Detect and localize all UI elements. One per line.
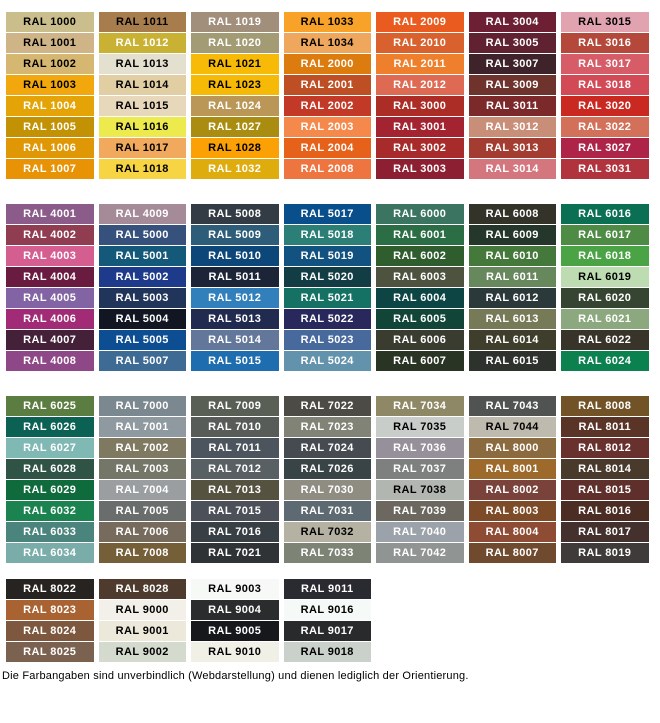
ral-swatch-ral-1019[interactable]: RAL 1019 xyxy=(191,12,279,32)
ral-swatch-ral-5017[interactable]: RAL 5017 xyxy=(284,204,372,224)
ral-swatch-ral-5001[interactable]: RAL 5001 xyxy=(99,246,187,266)
ral-swatch-ral-5009[interactable]: RAL 5009 xyxy=(191,225,279,245)
ral-swatch-ral-6013[interactable]: RAL 6013 xyxy=(469,309,557,329)
ral-swatch-ral-7003[interactable]: RAL 7003 xyxy=(99,459,187,479)
ral-swatch-ral-3001[interactable]: RAL 3001 xyxy=(376,117,464,137)
ral-swatch-ral-3015[interactable]: RAL 3015 xyxy=(561,12,649,32)
ral-swatch-ral-8022[interactable]: RAL 8022 xyxy=(6,579,94,599)
ral-swatch-ral-4001[interactable]: RAL 4001 xyxy=(6,204,94,224)
ral-swatch-ral-5000[interactable]: RAL 5000 xyxy=(99,225,187,245)
ral-swatch-ral-6011[interactable]: RAL 6011 xyxy=(469,267,557,287)
ral-block-violet-blue-green xyxy=(6,204,660,371)
ral-swatch-ral-6007[interactable]: RAL 6007 xyxy=(376,351,464,371)
ral-swatch-ral-6020[interactable]: RAL 6020 xyxy=(561,288,649,308)
ral-swatch-ral-6029[interactable]: RAL 6029 xyxy=(6,480,94,500)
ral-swatch-ral-6015[interactable]: RAL 6015 xyxy=(469,351,557,371)
ral-swatch-ral-9004[interactable]: RAL 9004 xyxy=(191,600,279,620)
ral-swatch-ral-5021[interactable]: RAL 5021 xyxy=(284,288,372,308)
ral-swatch-ral-5022[interactable]: RAL 5022 xyxy=(284,309,372,329)
ral-swatch-ral-3011[interactable]: RAL 3011 xyxy=(469,96,557,116)
ral-swatch-ral-7005[interactable]: RAL 7005 xyxy=(99,501,187,521)
ral-swatch-ral-3027[interactable]: RAL 3027 xyxy=(561,138,649,158)
ral-swatch-ral-1013[interactable]: RAL 1013 xyxy=(99,54,187,74)
ral-swatch-ral-4002[interactable]: RAL 4002 xyxy=(6,225,94,245)
ral-swatch-ral-1032[interactable]: RAL 1032 xyxy=(191,159,279,179)
ral-block-brown-white-black xyxy=(6,579,660,662)
ral-swatch-ral-4004[interactable]: RAL 4004 xyxy=(6,267,94,287)
ral-swatch-ral-8025[interactable]: RAL 8025 xyxy=(6,642,94,662)
ral-swatch-ral-3012[interactable]: RAL 3012 xyxy=(469,117,557,137)
ral-swatch-ral-8017[interactable]: RAL 8017 xyxy=(561,522,649,542)
ral-swatch-ral-1028[interactable]: RAL 1028 xyxy=(191,138,279,158)
ral-swatch-ral-2003[interactable]: RAL 2003 xyxy=(284,117,372,137)
ral-swatch-ral-6019[interactable]: RAL 6019 xyxy=(561,267,649,287)
ral-swatch-ral-2009[interactable]: RAL 2009 xyxy=(376,12,464,32)
ral-swatch-ral-5020[interactable]: RAL 5020 xyxy=(284,267,372,287)
ral-swatch-ral-9018[interactable]: RAL 9018 xyxy=(284,642,372,662)
ral-swatch-ral-5011[interactable]: RAL 5011 xyxy=(191,267,279,287)
ral-swatch-ral-1012[interactable]: RAL 1012 xyxy=(99,33,187,53)
ral-swatch-ral-1007[interactable]: RAL 1007 xyxy=(6,159,94,179)
ral-swatch-ral-1023[interactable]: RAL 1023 xyxy=(191,75,279,95)
ral-swatch-ral-7008[interactable]: RAL 7008 xyxy=(99,543,187,563)
ral-swatch-ral-7039[interactable]: RAL 7039 xyxy=(376,501,464,521)
ral-swatch-ral-7023[interactable]: RAL 7023 xyxy=(284,417,372,437)
ral-swatch-ral-2010[interactable]: RAL 2010 xyxy=(376,33,464,53)
ral-block-yellow-orange-red xyxy=(6,12,660,179)
ral-swatch-ral-9002[interactable]: RAL 9002 xyxy=(99,642,187,662)
ral-swatch-ral-8003[interactable]: RAL 8003 xyxy=(469,501,557,521)
ral-swatch-ral-4005[interactable]: RAL 4005 xyxy=(6,288,94,308)
ral-swatch-ral-6025[interactable]: RAL 6025 xyxy=(6,396,94,416)
ral-swatch-ral-6008[interactable]: RAL 6008 xyxy=(469,204,557,224)
ral-swatch-ral-4009[interactable]: RAL 4009 xyxy=(99,204,187,224)
ral-swatch-ral-7010[interactable]: RAL 7010 xyxy=(191,417,279,437)
ral-swatch-ral-6032[interactable]: RAL 6032 xyxy=(6,501,94,521)
ral-swatch-ral-7002[interactable]: RAL 7002 xyxy=(99,438,187,458)
ral-swatch-ral-5003[interactable]: RAL 5003 xyxy=(99,288,187,308)
ral-swatch-ral-1017[interactable]: RAL 1017 xyxy=(99,138,187,158)
ral-swatch-ral-6006[interactable]: RAL 6006 xyxy=(376,330,464,350)
ral-swatch-ral-1021[interactable]: RAL 1021 xyxy=(191,54,279,74)
ral-swatch-ral-7042[interactable]: RAL 7042 xyxy=(376,543,464,563)
ral-swatch-ral-5018[interactable]: RAL 5018 xyxy=(284,225,372,245)
ral-swatch-ral-9010[interactable]: RAL 9010 xyxy=(191,642,279,662)
ral-swatch-ral-1024[interactable]: RAL 1024 xyxy=(191,96,279,116)
ral-swatch-ral-7033[interactable]: RAL 7033 xyxy=(284,543,372,563)
ral-swatch-ral-8000[interactable]: RAL 8000 xyxy=(469,438,557,458)
ral-swatch-ral-7015[interactable]: RAL 7015 xyxy=(191,501,279,521)
ral-swatch-ral-1018[interactable]: RAL 1018 xyxy=(99,159,187,179)
ral-swatch-ral-3018[interactable]: RAL 3018 xyxy=(561,75,649,95)
ral-swatch-ral-9016[interactable]: RAL 9016 xyxy=(284,600,372,620)
ral-swatch-ral-4007[interactable]: RAL 4007 xyxy=(6,330,94,350)
ral-swatch-ral-8008[interactable]: RAL 8008 xyxy=(561,396,649,416)
ral-swatch-ral-1015[interactable]: RAL 1015 xyxy=(99,96,187,116)
ral-swatch-ral-5004[interactable]: RAL 5004 xyxy=(99,309,187,329)
ral-swatch-ral-9001[interactable]: RAL 9001 xyxy=(99,621,187,641)
ral-swatch-ral-1002[interactable]: RAL 1002 xyxy=(6,54,94,74)
ral-swatch-ral-5024[interactable]: RAL 5024 xyxy=(284,351,372,371)
ral-swatch-ral-7037[interactable]: RAL 7037 xyxy=(376,459,464,479)
ral-swatch-ral-8004[interactable]: RAL 8004 xyxy=(469,522,557,542)
ral-swatch-ral-5010[interactable]: RAL 5010 xyxy=(191,246,279,266)
ral-swatch-ral-6005[interactable]: RAL 6005 xyxy=(376,309,464,329)
ral-swatch-ral-5013[interactable]: RAL 5013 xyxy=(191,309,279,329)
ral-swatch-ral-7040[interactable]: RAL 7040 xyxy=(376,522,464,542)
ral-swatch-ral-6012[interactable]: RAL 6012 xyxy=(469,288,557,308)
ral-swatch-ral-6018[interactable]: RAL 6018 xyxy=(561,246,649,266)
ral-swatch-ral-7016[interactable]: RAL 7016 xyxy=(191,522,279,542)
ral-swatch-ral-2000[interactable]: RAL 2000 xyxy=(284,54,372,74)
ral-swatch-ral-2002[interactable]: RAL 2002 xyxy=(284,96,372,116)
ral-swatch-ral-3017[interactable]: RAL 3017 xyxy=(561,54,649,74)
ral-swatch-ral-2004[interactable]: RAL 2004 xyxy=(284,138,372,158)
ral-swatch-ral-6009[interactable]: RAL 6009 xyxy=(469,225,557,245)
ral-swatch-ral-3005[interactable]: RAL 3005 xyxy=(469,33,557,53)
disclaimer-text: Die Farbangaben sind unverbindlich (Webdarstellung) und dienen lediglich der Orientierung. xyxy=(2,670,469,682)
ral-swatch-ral-3022[interactable]: RAL 3022 xyxy=(561,117,649,137)
ral-swatch-ral-2012[interactable]: RAL 2012 xyxy=(376,75,464,95)
ral-swatch-ral-6027[interactable]: RAL 6027 xyxy=(6,438,94,458)
ral-swatch-ral-6001[interactable]: RAL 6001 xyxy=(376,225,464,245)
ral-swatch-ral-8007[interactable]: RAL 8007 xyxy=(469,543,557,563)
ral-swatch-ral-7013[interactable]: RAL 7013 xyxy=(191,480,279,500)
ral-swatch-ral-6017[interactable]: RAL 6017 xyxy=(561,225,649,245)
ral-swatch-ral-3007[interactable]: RAL 3007 xyxy=(469,54,557,74)
ral-swatch-ral-8001[interactable]: RAL 8001 xyxy=(469,459,557,479)
ral-swatch-ral-7000[interactable]: RAL 7000 xyxy=(99,396,187,416)
ral-swatch-ral-7035[interactable]: RAL 7035 xyxy=(376,417,464,437)
ral-swatch-ral-3020[interactable]: RAL 3020 xyxy=(561,96,649,116)
ral-swatch-ral-1027[interactable]: RAL 1027 xyxy=(191,117,279,137)
ral-swatch-ral-6034[interactable]: RAL 6034 xyxy=(6,543,94,563)
ral-swatch-ral-7032[interactable]: RAL 7032 xyxy=(284,522,372,542)
ral-swatch-ral-5023[interactable]: RAL 5023 xyxy=(284,330,372,350)
ral-swatch-ral-9017[interactable]: RAL 9017 xyxy=(284,621,372,641)
ral-swatch-ral-7012[interactable]: RAL 7012 xyxy=(191,459,279,479)
ral-swatch-ral-7006[interactable]: RAL 7006 xyxy=(99,522,187,542)
ral-swatch-ral-9005[interactable]: RAL 9005 xyxy=(191,621,279,641)
ral-swatch-ral-7026[interactable]: RAL 7026 xyxy=(284,459,372,479)
ral-swatch-ral-8016[interactable]: RAL 8016 xyxy=(561,501,649,521)
ral-swatch-ral-6026[interactable]: RAL 6026 xyxy=(6,417,94,437)
ral-swatch-ral-5015[interactable]: RAL 5015 xyxy=(191,351,279,371)
ral-swatch-ral-1020[interactable]: RAL 1020 xyxy=(191,33,279,53)
ral-swatch-ral-8012[interactable]: RAL 8012 xyxy=(561,438,649,458)
ral-swatch-ral-1014[interactable]: RAL 1014 xyxy=(99,75,187,95)
ral-swatch-ral-3014[interactable]: RAL 3014 xyxy=(469,159,557,179)
ral-swatch-ral-4006[interactable]: RAL 4006 xyxy=(6,309,94,329)
ral-swatch-ral-3002[interactable]: RAL 3002 xyxy=(376,138,464,158)
ral-swatch-ral-5014[interactable]: RAL 5014 xyxy=(191,330,279,350)
ral-swatch-ral-7011[interactable]: RAL 7011 xyxy=(191,438,279,458)
ral-swatch-ral-5019[interactable]: RAL 5019 xyxy=(284,246,372,266)
ral-swatch-ral-8024[interactable]: RAL 8024 xyxy=(6,621,94,641)
ral-swatch-ral-7004[interactable]: RAL 7004 xyxy=(99,480,187,500)
ral-swatch-ral-1000[interactable]: RAL 1000 xyxy=(6,12,94,32)
ral-swatch-ral-1004[interactable]: RAL 1004 xyxy=(6,96,94,116)
ral-swatch-ral-1011[interactable]: RAL 1011 xyxy=(99,12,187,32)
ral-swatch-ral-3003[interactable]: RAL 3003 xyxy=(376,159,464,179)
ral-swatch-ral-1033[interactable]: RAL 1033 xyxy=(284,12,372,32)
ral-swatch-ral-8002[interactable]: RAL 8002 xyxy=(469,480,557,500)
ral-swatch-ral-4003[interactable]: RAL 4003 xyxy=(6,246,94,266)
ral-swatch-ral-7038[interactable]: RAL 7038 xyxy=(376,480,464,500)
ral-swatch-ral-1005[interactable]: RAL 1005 xyxy=(6,117,94,137)
ral-swatch-ral-6003[interactable]: RAL 6003 xyxy=(376,267,464,287)
ral-swatch-ral-6028[interactable]: RAL 6028 xyxy=(6,459,94,479)
ral-swatch-ral-1034[interactable]: RAL 1034 xyxy=(284,33,372,53)
ral-swatch-ral-6022[interactable]: RAL 6022 xyxy=(561,330,649,350)
ral-swatch-ral-9011[interactable]: RAL 9011 xyxy=(284,579,372,599)
ral-swatch-ral-3009[interactable]: RAL 3009 xyxy=(469,75,557,95)
ral-swatch-ral-7022[interactable]: RAL 7022 xyxy=(284,396,372,416)
ral-swatch-ral-6010[interactable]: RAL 6010 xyxy=(469,246,557,266)
ral-swatch-ral-8015[interactable]: RAL 8015 xyxy=(561,480,649,500)
ral-swatch-ral-9000[interactable]: RAL 9000 xyxy=(99,600,187,620)
ral-swatch-ral-7009[interactable]: RAL 7009 xyxy=(191,396,279,416)
ral-swatch-ral-5005[interactable]: RAL 5005 xyxy=(99,330,187,350)
ral-swatch-ral-6016[interactable]: RAL 6016 xyxy=(561,204,649,224)
ral-swatch-ral-6014[interactable]: RAL 6014 xyxy=(469,330,557,350)
ral-swatch-ral-2011[interactable]: RAL 2011 xyxy=(376,54,464,74)
ral-swatch-ral-8014[interactable]: RAL 8014 xyxy=(561,459,649,479)
ral-swatch-ral-8023[interactable]: RAL 8023 xyxy=(6,600,94,620)
ral-swatch-ral-5002[interactable]: RAL 5002 xyxy=(99,267,187,287)
ral-swatch-ral-3016[interactable]: RAL 3016 xyxy=(561,33,649,53)
ral-swatch-ral-1006[interactable]: RAL 1006 xyxy=(6,138,94,158)
ral-swatch-ral-5008[interactable]: RAL 5008 xyxy=(191,204,279,224)
ral-swatch-ral-8019[interactable]: RAL 8019 xyxy=(561,543,649,563)
ral-swatch-ral-3013[interactable]: RAL 3013 xyxy=(469,138,557,158)
ral-swatch-ral-5012[interactable]: RAL 5012 xyxy=(191,288,279,308)
ral-swatch-ral-3004[interactable]: RAL 3004 xyxy=(469,12,557,32)
ral-swatch-ral-1016[interactable]: RAL 1016 xyxy=(99,117,187,137)
ral-swatch-ral-5007[interactable]: RAL 5007 xyxy=(99,351,187,371)
ral-swatch-ral-1003[interactable]: RAL 1003 xyxy=(6,75,94,95)
ral-swatch-ral-8011[interactable]: RAL 8011 xyxy=(561,417,649,437)
ral-swatch-ral-6004[interactable]: RAL 6004 xyxy=(376,288,464,308)
ral-swatch-ral-7024[interactable]: RAL 7024 xyxy=(284,438,372,458)
ral-swatch-ral-7043[interactable]: RAL 7043 xyxy=(469,396,557,416)
ral-swatch-ral-6024[interactable]: RAL 6024 xyxy=(561,351,649,371)
ral-swatch-ral-3031[interactable]: RAL 3031 xyxy=(561,159,649,179)
ral-swatch-ral-8028[interactable]: RAL 8028 xyxy=(99,579,187,599)
ral-swatch-ral-6002[interactable]: RAL 6002 xyxy=(376,246,464,266)
ral-swatch-ral-6000[interactable]: RAL 6000 xyxy=(376,204,464,224)
ral-swatch-ral-7031[interactable]: RAL 7031 xyxy=(284,501,372,521)
ral-swatch-ral-6033[interactable]: RAL 6033 xyxy=(6,522,94,542)
ral-swatch-ral-2008[interactable]: RAL 2008 xyxy=(284,159,372,179)
ral-swatch-ral-9003[interactable]: RAL 9003 xyxy=(191,579,279,599)
ral-swatch-ral-7044[interactable]: RAL 7044 xyxy=(469,417,557,437)
ral-swatch-ral-6021[interactable]: RAL 6021 xyxy=(561,309,649,329)
ral-swatch-ral-2001[interactable]: RAL 2001 xyxy=(284,75,372,95)
ral-swatch-ral-7030[interactable]: RAL 7030 xyxy=(284,480,372,500)
ral-swatch-ral-3000[interactable]: RAL 3000 xyxy=(376,96,464,116)
ral-block-green-grey-brown xyxy=(6,396,660,563)
ral-swatch-ral-7021[interactable]: RAL 7021 xyxy=(191,543,279,563)
ral-swatch-ral-4008[interactable]: RAL 4008 xyxy=(6,351,94,371)
ral-swatch-ral-7036[interactable]: RAL 7036 xyxy=(376,438,464,458)
ral-swatch-ral-1001[interactable]: RAL 1001 xyxy=(6,33,94,53)
ral-swatch-ral-7034[interactable]: RAL 7034 xyxy=(376,396,464,416)
ral-swatch-ral-7001[interactable]: RAL 7001 xyxy=(99,417,187,437)
